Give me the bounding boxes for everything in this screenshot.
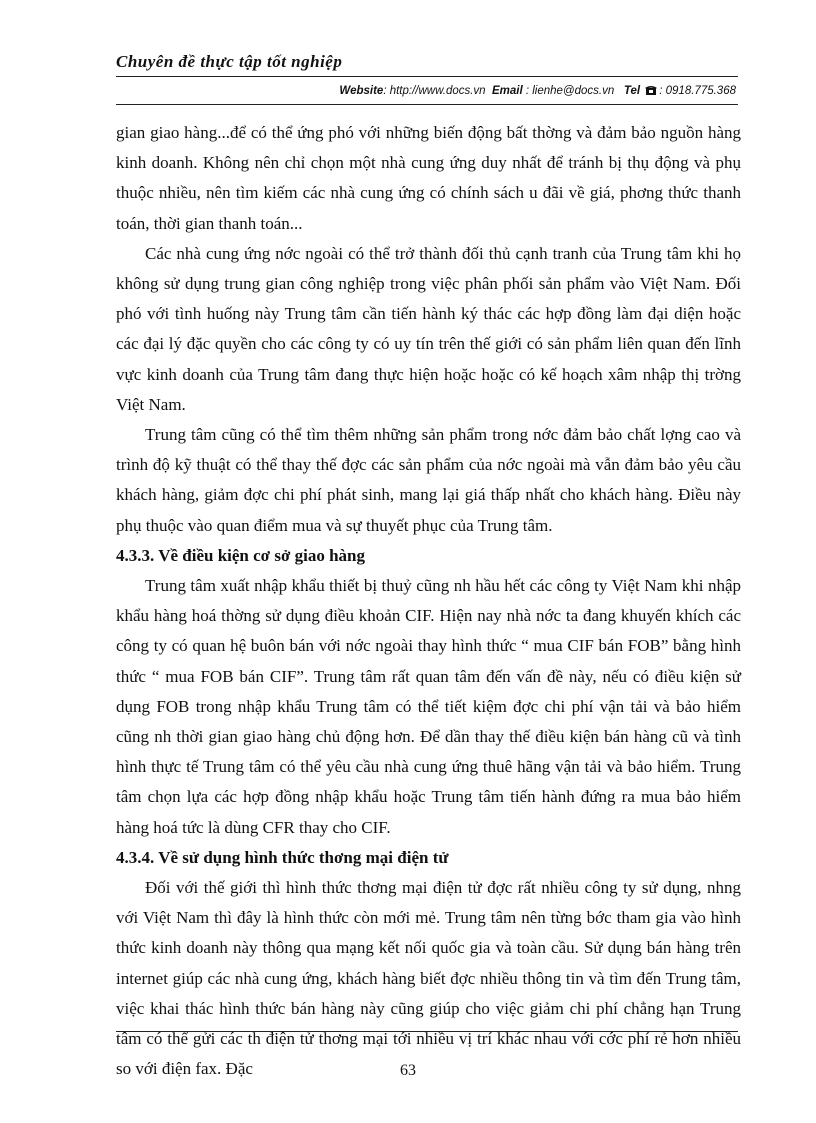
- paragraph-3: Trung tâm cũng có thể tìm thêm những sản phẩm trong nớc đảm bảo chất lợng cao và trình độ kỹ thuật có thể thay thế đợc các sản phẩm của nớc ngoài mà vẫn đảm bảo yêu cầu khách hàng, giảm đợc chi phí phát sinh, mang lại giá thấp nhất cho khách hàng. Điều này phụ thuộc vào quan điểm mua và sự thuyết phục của Trung tâm.: [116, 425, 741, 535]
- email-value[interactable]: : lienhe@docs.vn: [522, 85, 615, 97]
- header-rule-bottom: [116, 104, 738, 105]
- section-heading-4-3-4: 4.3.4. Về sử dụng hình thức thơng mại điện tử: [116, 847, 449, 867]
- page-number: 63: [400, 1062, 416, 1079]
- website-value[interactable]: : http://www.docs.vn: [383, 85, 486, 97]
- website-label: Website: [339, 85, 384, 97]
- header-title: Chuyên đề thực tập tốt nghiệp: [116, 52, 343, 71]
- tel-value: : 0918.775.368: [659, 85, 736, 97]
- header-rule-top: [116, 76, 738, 77]
- header-contact: [339, 85, 736, 97]
- footer-rule: [116, 1031, 738, 1032]
- paragraph-5: Đối với thế giới thì hình thức thơng mại điện tử đợc rất nhiều công ty sử dụng, nhng với Việt Nam thì đây là hình thức còn mới mẻ. Trung tâm nên từng bớc tham gia vào hình thức kinh doanh này thông qua mạng kết nối quốc gia và toàn cầu. Sử dụng bán hàng trên internet giúp các nhà cung ứng, khách hàng biết đợc nhiều thông tin và tìm đến Trung tâm, việc khai thác hình thức bán hàng này cũng giúp cho việc giảm chi phí chẳng hạn Trung tâm có thể gửi các th điện tử thơng mại tới nhiều vị trí khác nhau với cớc phí rẻ hơn nhiều so với điện fax. Đặc: [116, 878, 741, 1079]
- section-heading-4-3-3: 4.3.3. Về điều kiện cơ sở giao hàng: [116, 545, 365, 565]
- body-text: [116, 118, 741, 1085]
- paragraph-4: Trung tâm xuất nhập khẩu thiết bị thuỷ cũng nh hầu hết các công ty Việt Nam khi nhập khẩu hàng hoá thờng sử dụng điều khoản CIF. Hiện nay nhà nớc ta đang khuyến khích các công ty có quan hệ buôn bán với nớc ngoài thay hình thức “ mua CIF bán FOB” bằng hình thức “ mua FOB bán CIF”. Trung tâm rất quan tâm đến vấn đề này, nếu có điều kiện sử dụng FOB trong nhập khẩu Trung tâm có thể tiết kiệm đợc chi phí vận tải và bảo hiểm cũng nh thời gian giao hàng chủ động hơn. Để dần thay thế điều kiện bán hàng cũ và tình hình thực tế Trung tâm có thể yêu cầu nhà cung ứng thuê hãng vận tải và bảo hiểm. Trung tâm chọn lựa các hợp đồng nhập khẩu hoặc Trung tâm tiến hành đứng ra mua bảo hiểm hàng hoá tức là dùng CFR thay cho CIF.: [116, 576, 741, 837]
- email-label: Email: [491, 85, 523, 97]
- tel-label: Tel: [623, 85, 641, 97]
- paragraph-1: gian giao hàng...để có thể ứng phó với những biến động bất thờng và đảm bảo nguồn hàng kinh doanh. Không nên chỉ chọn một nhà cung ứng duy nhất để tránh bị thụ động và phụ thuộc nhiều, nên tìm kiếm các nhà cung ứng có chính sách u đãi về giá, phơng thức thanh toán, thời gian thanh toán...: [116, 123, 741, 233]
- phone-icon: [645, 85, 657, 95]
- paragraph-2: Các nhà cung ứng nớc ngoài có thể trở thành đối thủ cạnh tranh của Trung tâm khi họ không sử dụng trung gian công nghiệp trong việc phân phối sản phẩm vào Việt Nam. Đối phó với tình huống này Trung tâm cần tiến hành ký thác các hợp đồng làm đại diện hoặc các đại lý đặc quyền cho các công ty có uy tín trên thế giới có sản phẩm liên quan đến lĩnh vực kinh doanh của Trung tâm đang thực hiện hoặc hoặc có kế hoạch xâm nhập thị trờng Việt Nam.: [116, 243, 741, 414]
